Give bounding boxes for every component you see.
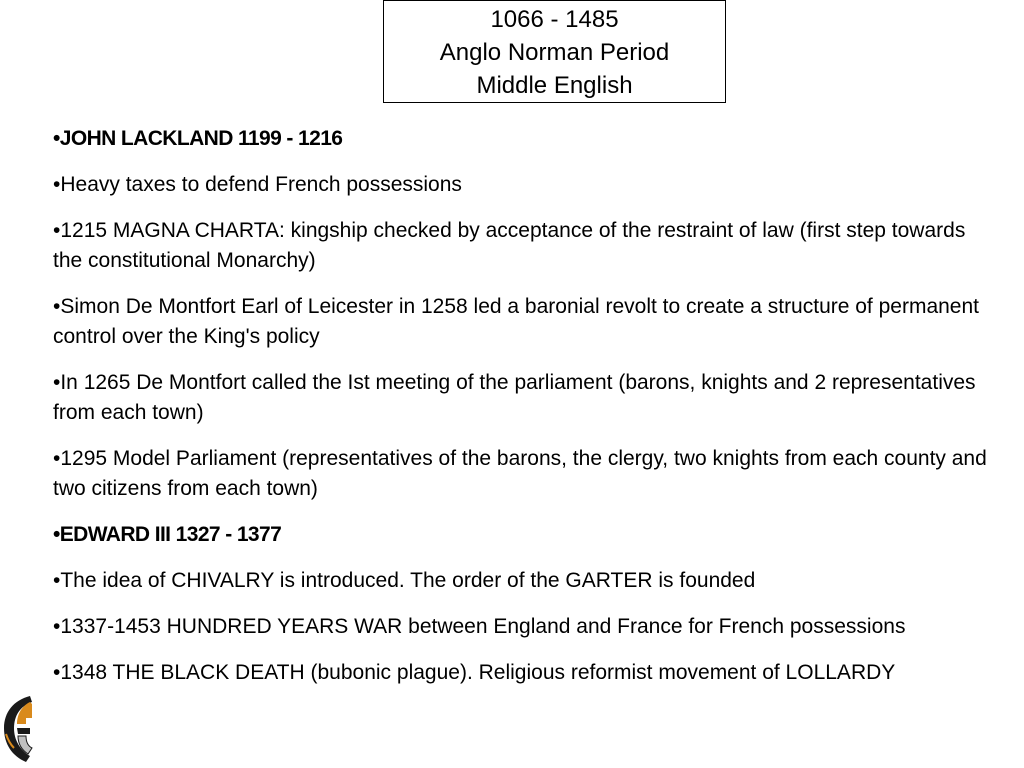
bullet-edward-iii: •EDWARD III 1327 - 1377 xyxy=(53,523,282,546)
knight-helmet-icon xyxy=(0,694,36,764)
title-language: Middle English xyxy=(476,72,633,99)
bullet-magna-charta: •1215 MAGNA CHARTA: kingship checked by acceptance of the restraint of law (first step towards the constitutional Monarchy) xyxy=(53,219,966,272)
bullet-model-parliament: •1295 Model Parliament (representatives of the barons, the clergy, two knights from each county and two citizens from each town) xyxy=(53,447,987,500)
bullet-list xyxy=(53,124,993,704)
bullet-john-lackland: •JOHN LACKLAND 1199 - 1216 xyxy=(53,127,343,150)
bullet-black-death: •1348 THE BLACK DEATH (bubonic plague). Religious reformist movement of LOLLARDY xyxy=(53,661,896,684)
bullet-heavy-taxes: •Heavy taxes to defend French possessions xyxy=(53,173,462,196)
title-dates: 1066 - 1485 xyxy=(490,6,619,33)
bullet-first-parliament: •In 1265 De Montfort called the Ist meeting of the parliament (barons, knights and 2 representatives from each town) xyxy=(53,371,976,424)
bullet-de-montfort-revolt: •Simon De Montfort Earl of Leicester in 1258 led a baronial revolt to create a structure of permanent control over the King's policy xyxy=(53,295,979,348)
bullet-chivalry: •The idea of CHIVALRY is introduced. The order of the GARTER is founded xyxy=(53,569,756,592)
bullet-hundred-years-war: •1337-1453 HUNDRED YEARS WAR between England and France for French possessions xyxy=(53,615,906,638)
title-period: Anglo Norman Period xyxy=(439,39,670,66)
title-box xyxy=(383,0,726,103)
